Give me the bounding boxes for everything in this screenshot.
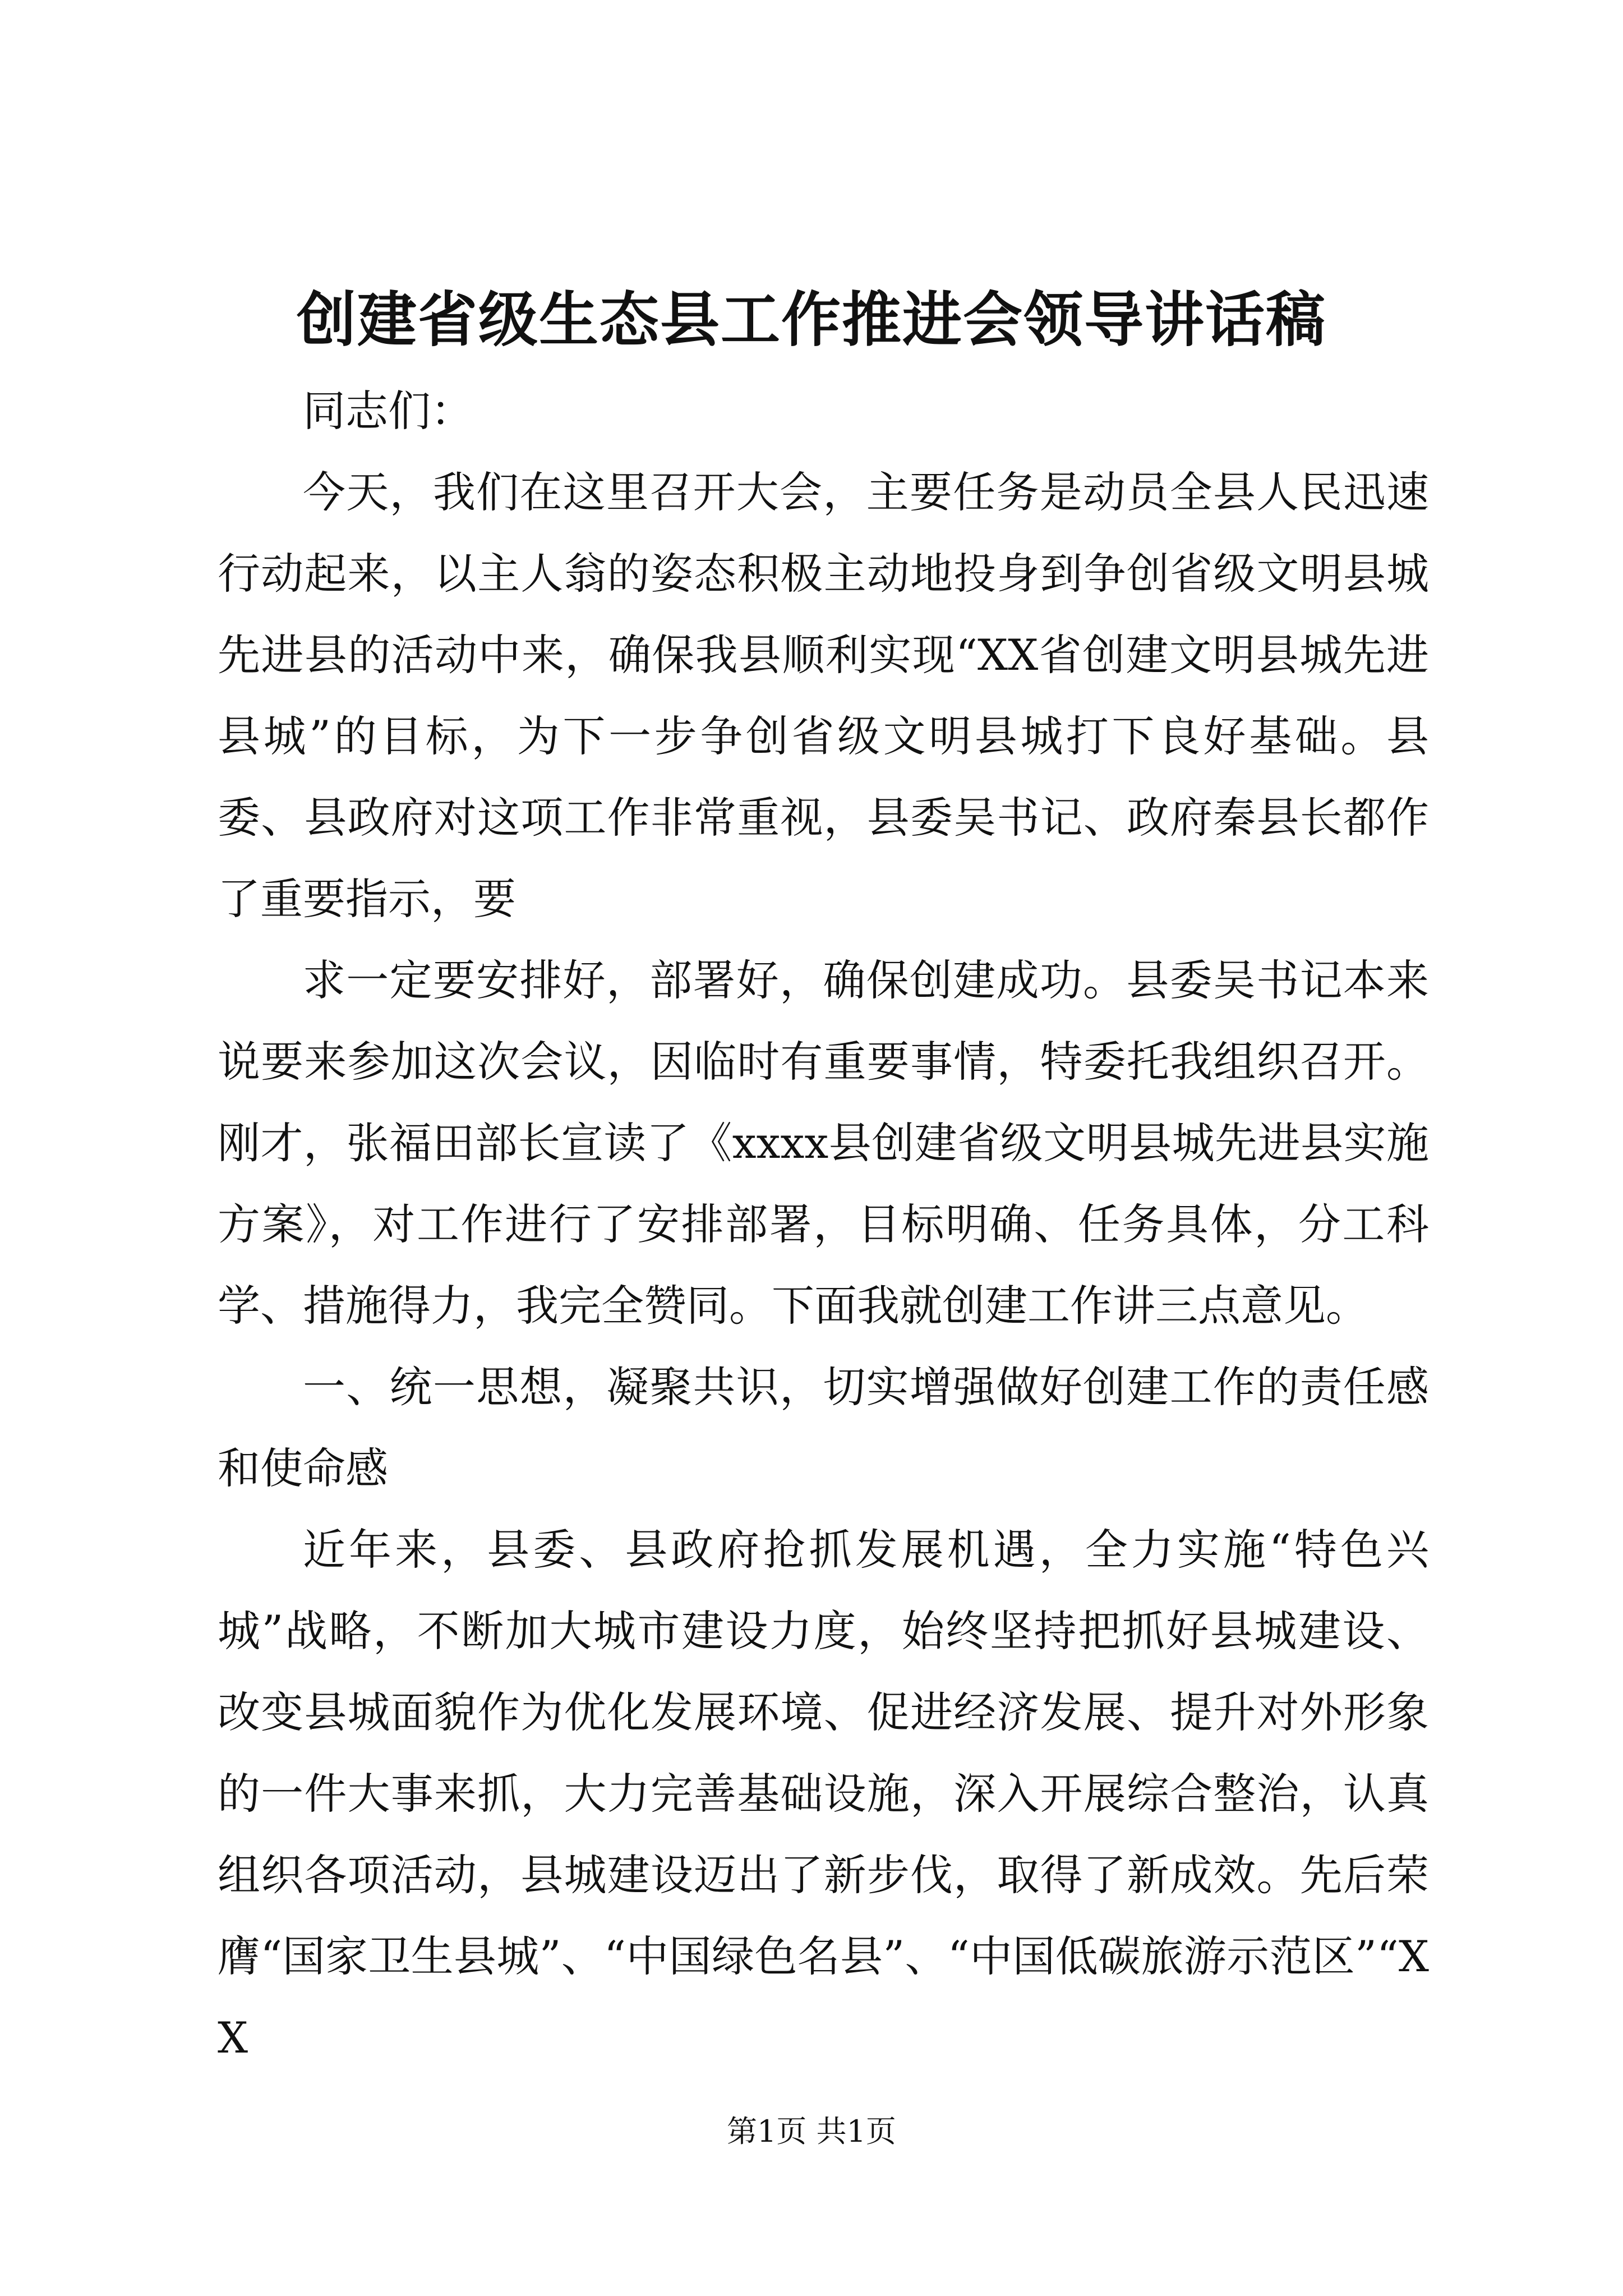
page-footer: 第1页 共1页 — [727, 2114, 896, 2149]
body-paragraph: 求一定要安排好，部署好，确保创建成功。县委吴书记本来说要来参加这次会议，因临时有重要事情，特委托我组织召开。刚才，张福田部长宣读了《xxxx县创建省级文明县城先进县实施方案》，对工作进行了安排部署，目标明确、任务具体，分工科学、措施得力，我完全赞同。下面我就创建工作讲三点意见。 — [218, 955, 1429, 1331]
body-paragraph: 近年来，县委、县政府抢抓发展机遇，全力实施“特色兴城”战略，不断加大城市建设力度，始终坚持把抓好县城建设、改变县城面貌作为优化发展环境、促进经济发展、提升对外形象的一件大事来抓，大力完善基础设施，深入开展综合整治，认真组织各项活动，县城建设迈出了新步伐，取得了新成效。先后荣膺“国家卫生县城”、“中国绿色名县”、“中国低碳旅游示范区”“XX — [218, 1525, 1429, 2063]
body-paragraph: 今天，我们在这里召开大会，主要任务是动员全县人民迅速行动起来，以主人翁的姿态积极主动地投身到争创省级文明县城先进县的活动中来，确保我县顺利实现“XX省创建文明县城先进县城”的目标，为下一步争创省级文明县城打下良好基础。县委、县政府对这项工作非常重视，县委吴书记、政府秦县长都作了重要指示，要 — [218, 467, 1429, 924]
salutation: 同志们： — [303, 386, 473, 436]
document-body — [218, 370, 1429, 2078]
section-heading: 一、统一思想，凝聚共识，切实增强做好创建工作的责任感和使命感 — [218, 1362, 1429, 1493]
document-title: 创建省级生态县工作推进会领导讲话稿 — [297, 284, 1326, 355]
